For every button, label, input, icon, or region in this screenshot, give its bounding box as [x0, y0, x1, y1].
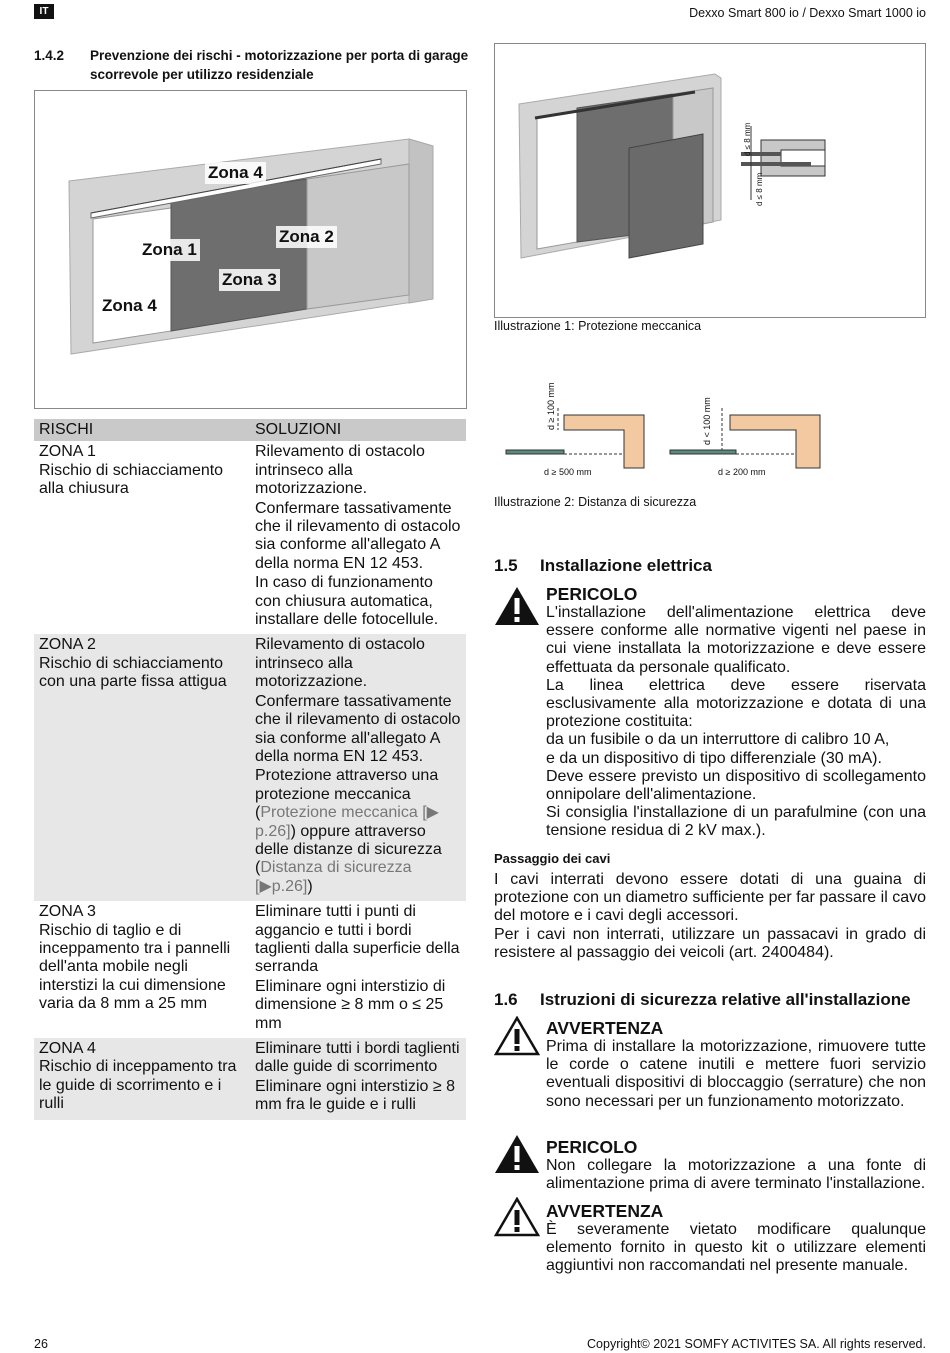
solution-text: Rilevamento di ostacolo intrinseco alla motorizzazione. — [255, 636, 425, 691]
section-heading: Istruzioni di sicurezza relative all'installazione — [540, 990, 911, 1009]
warning-text: Prima di installare la motorizzazione, rimuovere tutte le corde o catene inutili e mettere fuori servizio eventuali dispositivi di bloccaggio (serrature) che non sono necessari per un funzionamento motorizzato. — [546, 1038, 926, 1110]
risk-text: Rischio di schiacciamento con una parte fissa attigua — [39, 654, 227, 691]
paragraph: Per i cavi non interrati, utilizzare un passacavi in grado di resistere al passaggio dei veicoli (art. 2400484). — [494, 925, 926, 961]
warning-title: AVVERTENZA — [546, 1201, 664, 1221]
solution-text-part: Protezione attraverso una protezione meccanica ( — [255, 767, 439, 822]
column-header-solutions: SOLUZIONI — [250, 419, 466, 441]
section-title-1-6 — [494, 990, 926, 1012]
zone-label-4-bottom: Zona 4 — [99, 295, 160, 317]
warning-icon — [494, 1016, 540, 1056]
zone-name: ZONA 1 — [39, 443, 96, 461]
warning-line: La linea elettrica deve essere riservata esclusivamente alla motorizzazione e dotata di una protezione costituita: — [546, 676, 926, 731]
solution-text: Eliminare ogni interstizio ≥ 8 mm fra le guide e i rulli — [255, 1077, 455, 1114]
solution-text: Eliminare tutti i bordi taglienti dalle guide di scorrimento — [255, 1040, 460, 1076]
danger-icon — [494, 1134, 540, 1174]
warning-title: PERICOLO — [546, 1137, 638, 1157]
dim-left-vertical: d ≥ 100 mm — [546, 382, 556, 430]
zone-label-4-top: Zona 4 — [205, 162, 266, 184]
zone-label-2: Zona 2 — [276, 226, 337, 248]
section-number: 1.6 — [494, 990, 518, 1009]
zones-figure — [34, 90, 467, 409]
dim-right-horizontal: d ≥ 200 mm — [718, 467, 766, 477]
risk-table — [34, 419, 466, 1120]
solution-text: Rilevamento di ostacolo intrinseco alla motorizzazione. — [255, 443, 425, 498]
cables-text — [494, 871, 926, 962]
copyright: Copyright© 2021 SOMFY ACTIVITES SA. All rights reserved. — [587, 1337, 926, 1351]
danger-block-2 — [546, 1137, 926, 1193]
warning-block-1 — [546, 1018, 926, 1111]
solution-text: Confermare tassativamente che il rilevamento di ostacolo sia conforme all'allegato A della norma EN 12 453. — [255, 692, 461, 765]
solution-text — [255, 767, 462, 896]
mechanical-protection-drawing — [495, 44, 925, 317]
danger-icon — [494, 586, 540, 626]
section-heading: Prevenzione dei rischi - motorizzazione per porta di garage scorrevole per utilizzo residenziale — [90, 48, 469, 82]
table-row — [34, 901, 466, 1038]
warning-title: AVVERTENZA — [546, 1018, 664, 1038]
warning-line: Deve essere previsto un dispositivo di scollegamento onnipolare dell'alimentazione. — [546, 767, 926, 804]
table-row — [34, 1038, 466, 1120]
warning-title: PERICOLO — [546, 584, 638, 604]
solution-text-part: ) — [307, 877, 313, 895]
dim-bottom: d ≤ 8 mm — [755, 172, 764, 206]
zone-name: ZONA 3 — [39, 903, 96, 921]
column-header-risks: RISCHI — [34, 419, 250, 441]
warning-line: da un fusibile o da un interruttore di calibro 10 A, — [546, 731, 890, 749]
table-row — [34, 441, 466, 634]
risk-text: Rischio di taglio e di inceppamento tra i pannelli dell'anta mobile negli interstizi la cui dimensione varia da 8 mm a 25 mm — [39, 921, 231, 1013]
zone-label-1: Zona 1 — [139, 239, 200, 261]
language-badge: IT — [34, 4, 54, 19]
warning-line: e da un dispositivo di tipo differenziale (30 mA). — [546, 749, 882, 767]
dim-right-vertical: d < 100 mm — [702, 397, 712, 445]
warning-block-3 — [546, 1201, 926, 1276]
warning-text: Non collegare la motorizzazione a una fonte di alimentazione prima di avere terminato l'installazione. — [546, 1157, 926, 1193]
table-row — [34, 634, 466, 901]
danger-block-electrical — [546, 584, 926, 841]
warning-line: Si consiglia l'installazione di un parafulmine (con una tensione residua di 2 kV max.). — [546, 804, 926, 840]
page-number: 26 — [34, 1337, 48, 1351]
product-header: Dexxo Smart 800 io / Dexxo Smart 1000 io — [689, 6, 926, 20]
solution-text: In caso di funzionamento con chiusura automatica, installare delle fotocellule. — [255, 574, 439, 629]
section-title-1-5 — [494, 556, 926, 578]
warning-text: È severamente vietato modificare qualunque elemento fornito in questo kit o utilizzare elementi aggiuntivi non raccomandati nel presente manuale. — [546, 1221, 926, 1275]
risk-text: Rischio di inceppamento tra le guide di scorrimento e i rulli — [39, 1058, 237, 1113]
solution-text: Confermare tassativamente che il rilevamento di ostacolo sia conforme all'allegato A della norma EN 12 453. — [255, 499, 461, 572]
section-heading: Installazione elettrica — [540, 556, 712, 575]
link-protezione-meccanica[interactable]: Protezione meccanica [▶ p.26] — [255, 804, 439, 840]
paragraph: I cavi interrati devono essere dotati di una guaina di protezione con un diametro sufficiente per far passare il cavo del motore e i cavi degli accessori. — [494, 871, 926, 925]
section-number: 1.4.2 — [34, 48, 65, 63]
warning-line: L'installazione dell'alimentazione elettrica deve essere conforme alle normative vigenti nel paese in cui viene installata la motorizzazione e deve essere effettuata da personale qualificato. — [546, 604, 926, 676]
dim-left-horizontal: d ≥ 500 mm — [544, 467, 592, 477]
solution-text: Eliminare ogni interstizio di dimensione ≥ 8 mm o ≤ 25 mm — [255, 977, 446, 1032]
subheading-cables: Passaggio dei cavi — [494, 851, 611, 866]
link-distanza-di-sicurezza[interactable]: Distanza di sicurezza [▶p.26] — [255, 859, 412, 895]
warning-icon — [494, 1197, 540, 1237]
risk-text: Rischio di schiacciamento alla chiusura — [39, 461, 224, 498]
illustration-2-caption: Illustrazione 2: Distanza di sicurezza — [494, 495, 697, 509]
zone-name: ZONA 2 — [39, 636, 96, 654]
illustration-1 — [494, 43, 926, 318]
dim-top: d ≤ 8 mm — [743, 122, 752, 156]
solution-text: Eliminare tutti i punti di aggancio e tutti i bordi taglienti dalla superficie della serranda — [255, 903, 460, 976]
section-number: 1.5 — [494, 556, 518, 575]
garage-door-zones-drawing — [35, 91, 466, 408]
zone-name: ZONA 4 — [39, 1040, 96, 1057]
illustration-1-caption: Illustrazione 1: Protezione meccanica — [494, 319, 702, 333]
zone-label-3: Zona 3 — [219, 269, 280, 291]
illustration-2 — [494, 368, 926, 483]
solution-text-part: ) oppure attraverso delle distanze di sicurezza ( — [255, 822, 442, 877]
